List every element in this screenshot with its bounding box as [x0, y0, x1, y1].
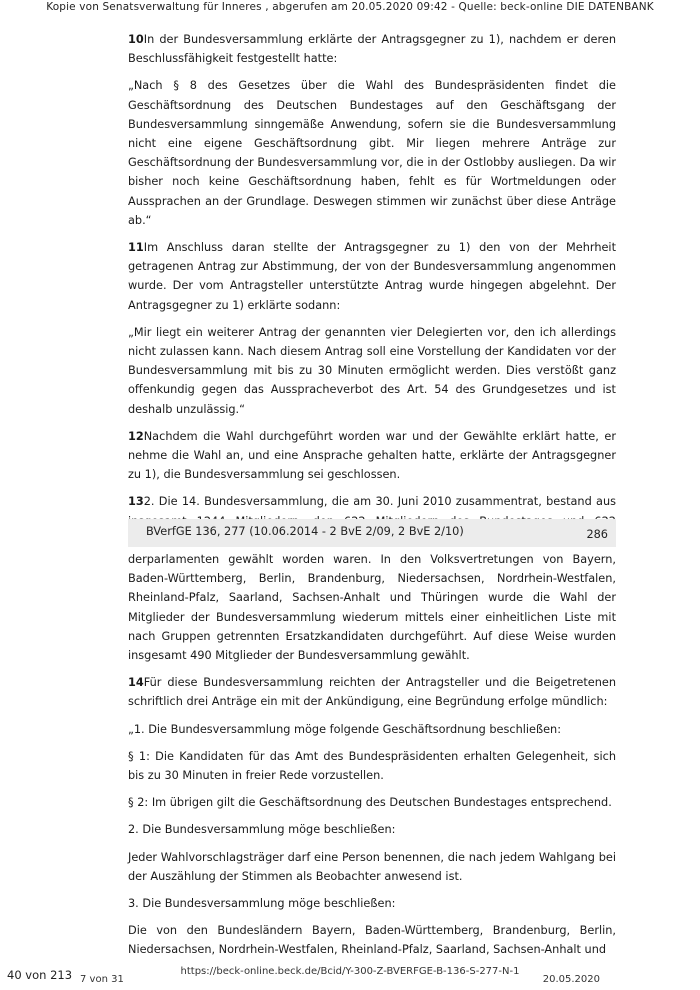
paragraph-13: 132. Die 14. Bundesversammlung, die am 30. Juni 2010 zusammentrat, bestand aus	[128, 495, 616, 509]
source-url[interactable]: https://beck-online.beck.de/Bcid/Y-300-Z-BVERFGE-B-136-S-277-N-1	[180, 966, 520, 977]
motion-3-heading: 3. Die Bundesversammlung möge beschließen:	[128, 897, 396, 911]
page-counter-total: 40 von 213	[7, 968, 73, 982]
page-break-citation-bar	[128, 519, 616, 547]
margin-number: 14	[128, 676, 144, 690]
margin-number: 13	[128, 495, 144, 509]
paragraph-14: 14Für diese Bundesversammlung reichten der Antragsteller und die Beigetretenen schriftlich drei Anträge ein mit der Ankündigung, eine Begründung erfolge mündlich:	[128, 676, 616, 709]
document-source-header: Kopie von Senatsverwaltung für Inneres , abgerufen am 20.05.2020 09:42 - Quelle: beck-online DIE DATENBANK	[46, 1, 654, 13]
margin-number: 12	[128, 429, 144, 443]
motion-2-heading: 2. Die Bundesversammlung möge beschließen:	[128, 823, 396, 837]
original-page-number: 286	[586, 528, 608, 541]
rule-section-2: § 2: Im übrigen gilt die Geschäftsordnung des Deutschen Bundestages entsprechend.	[128, 796, 612, 810]
rule-section-1: § 1: Die Kandidaten für das Amt des Bundespräsidenten erhalten Gelegenheit, sich bis zu 30 Minuten in freier Rede vorzustellen.	[128, 749, 616, 783]
text-column-upper	[128, 30, 616, 550]
motion-3-text: Die von den Bundesländern Bayern, Baden-Württemberg, Brandenburg, Berlin, Niedersachsen, Nordrhein-Westfalen, Rheinland-Pfalz, Saarland, Sachsen-Anhalt und	[128, 924, 616, 957]
margin-number: 11	[128, 241, 144, 255]
paragraph-11: 11Im Anschluss daran stellte der Antragsgegner zu 1) den von der Mehrheit getragenen Antrag zur Abstimmung, der von der Bundesversammlung angenommen wurde. Der vom Antragsteller unterstützte Antrag wurde hingegen abgelehnt. Der Antragsgegner zu 1) erklärte sodann:	[128, 241, 616, 312]
citation-label: BVerfGE 136, 277 (10.06.2014 - 2 BvE 2/09, 2 BvE 2/10)	[146, 525, 464, 538]
motion-1-heading: „1. Die Bundesversammlung möge folgende Geschäftsordnung beschließen:	[128, 722, 562, 736]
page-counter-document: 7 von 31	[80, 974, 124, 985]
paragraph-continued: derparlamenten gewählt worden waren. In den Volksvertretungen von Bayern, Baden-Württemberg, Berlin, Brandenburg, Niedersachsen, Nordrhein-Westfalen, Rheinland-Pfalz, Saarland, Sachsen-Anhalt und Thüringen wurde die Wahl der Mitglieder der Bundesversammlung wiederum mittels einer einheitlichen Liste mit nach Gruppen getrennten Ersatzkandidaten durchgeführt. Auf diese Weise wurden insgesamt 490 Mitglieder der Bundesversammlung gewählt.	[128, 553, 616, 663]
text-column-lower	[128, 550, 616, 960]
motion-2-text: Jeder Wahlvorschlagsträger darf eine Person benennen, die nach jedem Wahlgang bei der Auszählung der Stimmen als Beobachter anwesend ist.	[128, 850, 616, 883]
quote-paragraph: „Mir liegt ein weiterer Antrag der genannten vier Delegierten vor, den ich allerdings nicht zulassen kann. Nach diesem Antrag soll eine Vorstellung der Kandidaten vor der Bundesversammlung mit bis zu 30 Minuten ermöglicht werden. Dies verstößt ganz offenkundig gegen das Ausspracheverbot des Art. 54 des Grundgesetzes und ist deshalb unzulässig.“	[128, 325, 616, 416]
paragraph-10: 10In der Bundesversammlung erklärte der Antragsgegner zu 1), nachdem er deren Beschlussfähigkeit festgestellt hatte:	[128, 33, 616, 66]
quote-paragraph: „Nach § 8 des Gesetzes über die Wahl des Bundespräsidenten findet die Geschäftsordnung des Deutschen Bundestages auf den Geschäftsgang der Bundesversammlung sinngemäße Anwendung, sofern sie die Bundesversammlung nicht eine eigene Geschäftsordnung gibt. Mir liegen mehrere Anträge zur Geschäftsordnung der Bundesversammlung vor, die in der Ostlobby ausliegen. Da wir bisher noch keine Geschäftsordnung haben, fehlt es für Wortmeldungen oder Aussprachen an der Grundlage. Deswegen stimmen wir zunächst über diese Anträge ab.“	[128, 79, 616, 227]
margin-number: 10	[128, 33, 144, 46]
print-date: 20.05.2020	[542, 974, 600, 985]
paragraph-12: 12Nachdem die Wahl durchgeführt worden war und der Gewählte erklärt hatte, er nehme die Wahl an, und eine Ansprache gehalten hatte, erklärte der Antragsgegner zu 1), die Bundesversammlung sei geschlossen.	[128, 429, 616, 482]
